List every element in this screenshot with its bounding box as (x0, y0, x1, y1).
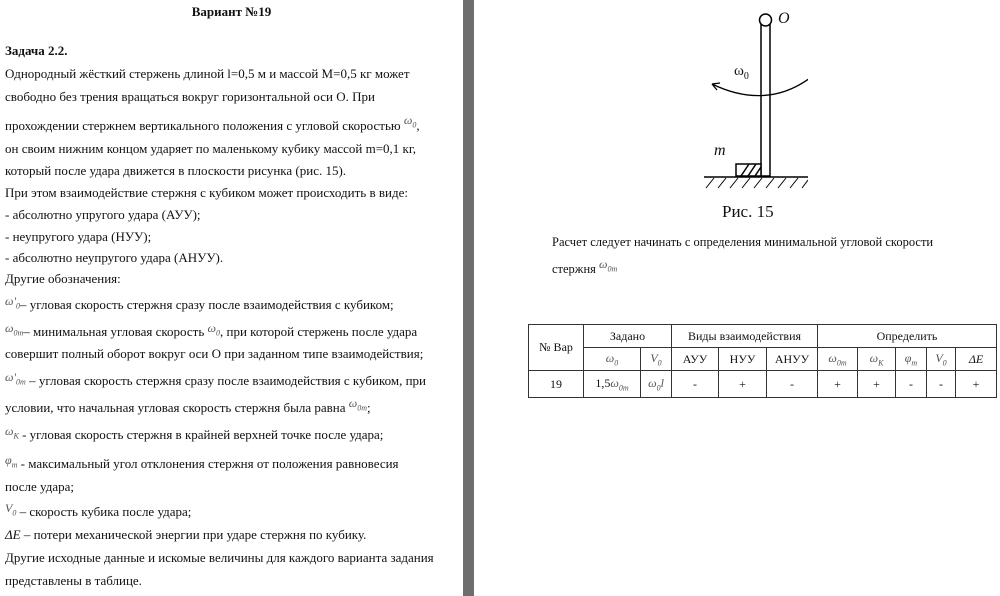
def-line: $V_0$ – скорость кубика после удара; (5, 501, 192, 519)
cell-v0-find: - (927, 371, 956, 398)
text-line: - абсолютно неупругого удара (АНУУ). (5, 250, 224, 265)
text-line: Другие обозначения: (5, 271, 121, 286)
variant-title: Вариант №19 (191, 4, 272, 19)
cell-omegak: + (858, 371, 896, 398)
header-find: Определить (818, 325, 997, 348)
header-auu: АУУ (672, 348, 719, 371)
header-anuu: АНУУ (767, 348, 818, 371)
text-line: Расчет следует начинать с определения минимальной угловой скорости (552, 235, 934, 249)
right-page (474, 0, 1000, 596)
def-line: $\omega_{0m}-$ минимальная угловая скорость $\omega_0$, при которой стержень после удара (5, 321, 418, 339)
cell-omega0m: + (818, 371, 858, 398)
variant-table (528, 324, 997, 398)
cell-phim: - (896, 371, 927, 398)
pivot-label: O (778, 10, 790, 27)
text-line: который после удара движется в плоскости рисунка (рис. 15). (5, 163, 347, 178)
rod (761, 24, 770, 176)
text-line: он своим нижним концом ударяет по маленькому кубику массой m=0,1 кг, (5, 141, 416, 156)
rotation-arrow (712, 78, 808, 96)
mass-label: m (714, 142, 726, 159)
text-line: свободно без трения вращаться вокруг горизонтальной оси О. При (5, 89, 375, 104)
cell-auu: - (672, 371, 719, 398)
figure-caption: Рис. 15 (722, 202, 774, 221)
header-var: № Вар (529, 325, 584, 371)
left-page (0, 0, 463, 596)
text-line: При этом взаимодействие стержня с кубиком может происходить в виде: (5, 185, 408, 200)
def-line: $\omega'_0-$ угловая скорость стержня сразу после взаимодействия с кубиком; (5, 294, 394, 312)
def-line: $\omega'_{0m}$ – угловая скорость стержня сразу после взаимодействия с кубиком, при (5, 370, 427, 388)
text-line: стержня $\omega_{0m}$ (552, 257, 618, 276)
header-phim: $\varphi_m$ (896, 348, 927, 371)
header-v0-find: $V_0$ (927, 348, 956, 371)
page-divider (463, 0, 474, 596)
text-line: представлены в таблице. (5, 573, 142, 588)
table-row (529, 371, 997, 398)
header-v0: $V_0$ (641, 348, 672, 371)
header-types: Виды взаимодействия (672, 325, 818, 348)
def-line: после удара; (5, 479, 75, 494)
text-line: Однородный жёсткий стержень длиной l=0,5 м и массой M=0,5 кг может (5, 66, 410, 81)
def-line: $\omega_K$ - угловая скорость стержня в крайней верхней точке после удара; (5, 424, 384, 442)
text-line: Другие исходные данные и искомые величины для каждого варианта задания (5, 550, 434, 565)
header-nuu: НУУ (719, 348, 767, 371)
rod-figure (698, 0, 808, 200)
pivot-icon (760, 14, 772, 26)
header-given: Задано (584, 325, 672, 348)
omega-label: $\omega_0$ (734, 63, 749, 82)
def-line: ΔE – потери механической энергии при ударе стержня по кубику. (5, 527, 367, 542)
header-delta-e: ΔE (956, 348, 997, 371)
header-omega0m: $\omega_{0m}$ (818, 348, 858, 371)
text-line: - неупругого удара (НУУ); (5, 229, 152, 244)
def-line: совершит полный оборот вокруг оси О при заданном типе взаимодействия; (5, 346, 424, 361)
cell-nuu: + (719, 371, 767, 398)
cell-anuu: - (767, 371, 818, 398)
def-line: условии, что начальная угловая скорость стержня была равна $\omega_{0m}$; (5, 396, 371, 415)
cell-v0: $\omega_0l$ (641, 371, 672, 398)
cell-omega0: $1,5\omega_{0m}$ (584, 371, 641, 398)
cell-var: 19 (529, 371, 584, 398)
text-line: - абсолютно упругого удара (АУУ); (5, 207, 201, 222)
text-line: прохождении стержнем вертикального положения с угловой скоростью $\omega_0$, (5, 113, 420, 133)
cell-delta-e: + (956, 371, 997, 398)
def-line: $\varphi_m$ - максимальный угол отклонения стержня от положения равновесия (5, 453, 399, 471)
header-omega0: $\omega_0$ (584, 348, 641, 371)
header-omegak: $\omega_K$ (858, 348, 896, 371)
task-heading: Задача 2.2. (5, 43, 68, 58)
